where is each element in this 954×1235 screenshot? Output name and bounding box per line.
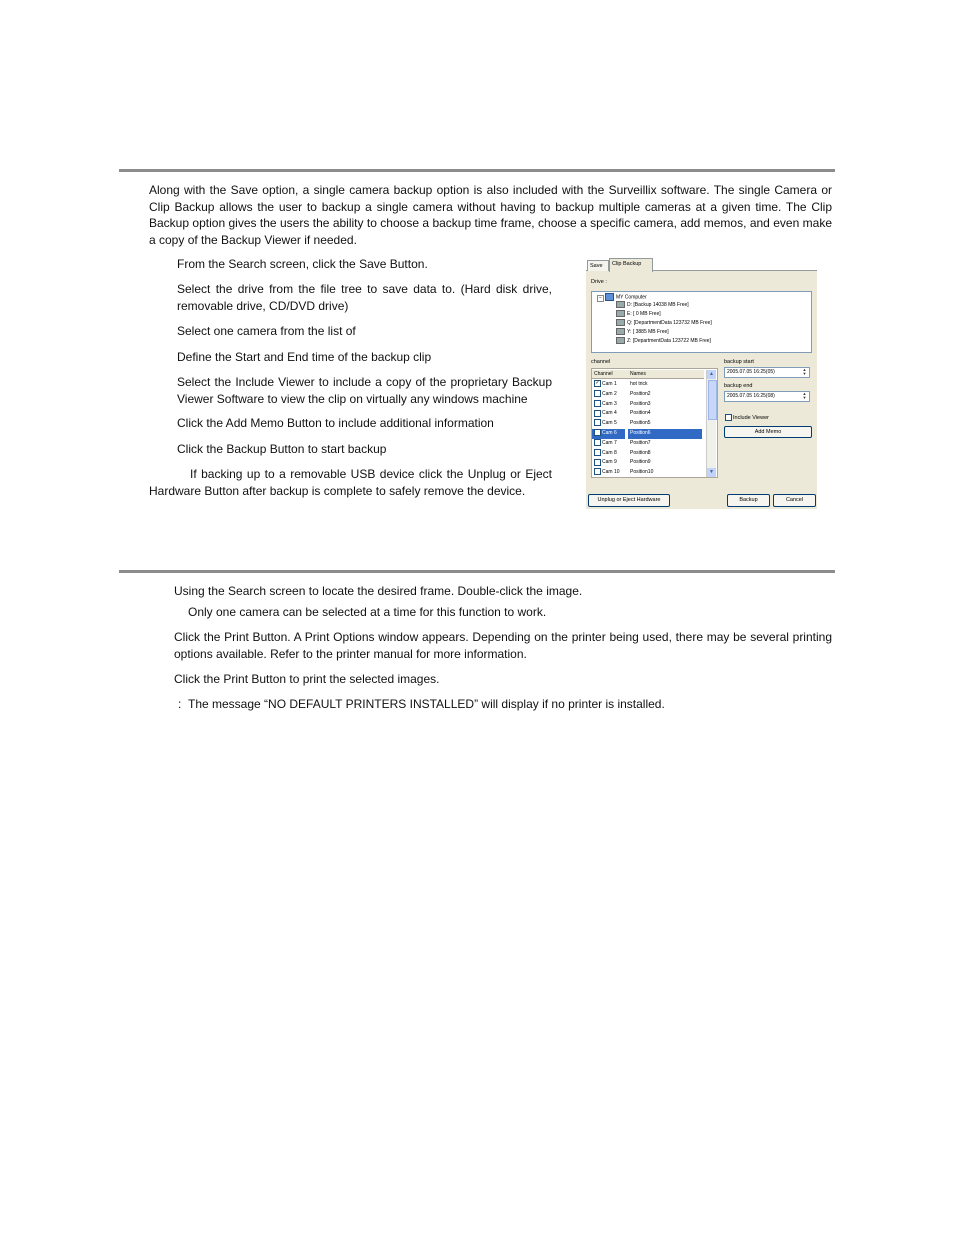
print-step-1: Using the Search screen to locate the desired frame. Double-click the image. xyxy=(174,584,583,598)
backup-start-label: backup start xyxy=(724,359,754,365)
checkbox[interactable] xyxy=(594,419,601,426)
clip-backup-intro: Along with the Save option, a single camera backup option is also included with the Surveillix software. The single Camera or Clip Backup allows the user to backup a single camera without having to backup multiple cameras at a given time. The Clip Backup option gives the users the ability to choose a backup time frame, choose a specific camera, add memos, and even make a copy of the Backup Viewer if needed. xyxy=(149,183,832,247)
backup-start-field[interactable]: 2005.07.05 16:25(05) xyxy=(724,367,810,378)
step-7: Click the Backup Button to start backup xyxy=(177,442,387,456)
checkbox[interactable] xyxy=(594,468,601,475)
print-step-3: Click the Print Button to print the selected images. xyxy=(174,672,440,686)
network-drive-icon xyxy=(616,328,625,335)
printer-note-prefix: : xyxy=(178,697,182,711)
add-memo-button[interactable]: Add Memo xyxy=(724,426,812,438)
step-2: Select the drive from the file tree to save data to. (Hard disk drive, removable drive, CD/DVD drive) xyxy=(177,282,552,313)
channel-row-selected[interactable]: Cam 6 Position6 xyxy=(592,429,704,439)
channel-row[interactable]: ✓ Cam 1 hot trick xyxy=(595,380,648,387)
scroll-down-icon[interactable]: ▼ xyxy=(707,468,716,477)
checkbox[interactable]: ✓ xyxy=(595,380,600,387)
unplug-eject-button[interactable]: Unplug or Eject Hardware xyxy=(588,494,670,507)
cancel-button[interactable]: Cancel xyxy=(773,494,816,507)
step-5: Select the Include Viewer to include a copy of the proprietary Backup Viewer Software to view the clip on virtually any windows machine xyxy=(177,375,552,406)
step-1: From the Search screen, click the Save Button. xyxy=(177,257,428,271)
backup-end-label: backup end xyxy=(724,383,753,389)
channel-row[interactable]: Cam 5 Position5 xyxy=(592,419,704,429)
checkbox[interactable] xyxy=(594,390,601,397)
print-step-1-note: Only one camera can be selected at a time for this function to work. xyxy=(188,605,547,619)
checkbox[interactable] xyxy=(594,400,601,407)
channel-scrollbar[interactable] xyxy=(706,370,716,477)
channel-row[interactable]: Cam 2 Position2 xyxy=(592,390,704,400)
spin-up-icon[interactable]: ▲ xyxy=(802,391,807,396)
clip-backup-dialog xyxy=(586,257,817,509)
step-3: Select one camera from the list of xyxy=(177,324,356,338)
spin-down-icon[interactable]: ▼ xyxy=(802,371,807,376)
spin-down-icon[interactable]: ▼ xyxy=(802,395,807,400)
print-step-2: Click the Print Button. A Print Options window appears. Depending on the printer being used, there may be several printing options available. Refer to the printer manual for more information. xyxy=(174,630,832,661)
channel-row[interactable]: Cam 7 Position7 xyxy=(592,439,704,449)
backup-end-field[interactable]: 2005.07.05 16:25(08) xyxy=(724,391,810,402)
tab-save[interactable]: Save xyxy=(587,260,609,271)
usb-note: If backing up to a removable USB device click the Unplug or Eject Hardware Button after backup is complete to safely remove the device. xyxy=(149,467,552,498)
channel-grid-header xyxy=(592,370,704,379)
tree-item-drive-q[interactable]: Q: [DepartmentData 123732 MB Free] xyxy=(616,319,712,327)
drive-label: Drive : xyxy=(591,279,607,285)
tree-item-my-computer[interactable]: MY Computer xyxy=(605,293,647,301)
col-channel: Channel xyxy=(594,371,613,377)
checkbox[interactable] xyxy=(594,439,601,446)
channel-row[interactable]: Cam 8 Position8 xyxy=(592,449,704,459)
checkbox[interactable] xyxy=(594,459,601,466)
scroll-thumb[interactable] xyxy=(708,380,717,420)
step-4: Define the Start and End time of the backup clip xyxy=(177,350,432,364)
tree-item-drive-d[interactable]: D: [Backup 14038 MB Free] xyxy=(616,301,689,309)
network-drive-icon xyxy=(616,337,625,344)
section-divider-2 xyxy=(119,570,835,573)
checkbox[interactable] xyxy=(594,429,601,436)
channel-row[interactable]: Cam 9 Position9 xyxy=(592,458,704,468)
tab-clip-backup[interactable]: Clip Backup xyxy=(609,258,653,272)
section-divider-1 xyxy=(119,169,835,172)
col-names: Names xyxy=(630,371,646,377)
checkbox[interactable] xyxy=(594,410,601,417)
checkbox[interactable] xyxy=(725,414,732,421)
collapse-icon[interactable]: − xyxy=(597,295,604,302)
drive-icon xyxy=(616,310,625,317)
tree-item-drive-z[interactable]: Z: [DepartmentData 123722 MB Free] xyxy=(616,337,711,345)
channel-row[interactable]: Cam 4 Position4 xyxy=(592,409,704,419)
include-viewer-checkbox[interactable]: Include Viewer xyxy=(724,414,769,422)
computer-icon xyxy=(605,293,614,301)
channel-row[interactable]: Cam 3 Position3 xyxy=(592,400,704,410)
channel-label: channel xyxy=(591,359,611,365)
spin-up-icon[interactable]: ▲ xyxy=(802,367,807,372)
network-drive-icon xyxy=(616,319,625,326)
checkbox[interactable] xyxy=(594,449,601,456)
tree-item-drive-e[interactable]: E: [ 0 MB Free] xyxy=(616,310,661,318)
drive-tree[interactable] xyxy=(591,291,812,353)
printer-note: The message “NO DEFAULT PRINTERS INSTALLED” will display if no printer is installed. xyxy=(188,697,665,711)
channel-row[interactable]: Cam 10 Position10 xyxy=(592,468,704,476)
scroll-up-icon[interactable]: ▲ xyxy=(707,370,716,379)
tree-item-drive-y[interactable]: Y: [ 3885 MB Free] xyxy=(616,328,669,336)
drive-icon xyxy=(616,301,625,308)
step-6: Click the Add Memo Button to include additional information xyxy=(177,416,494,430)
backup-button[interactable]: Backup xyxy=(727,494,770,507)
